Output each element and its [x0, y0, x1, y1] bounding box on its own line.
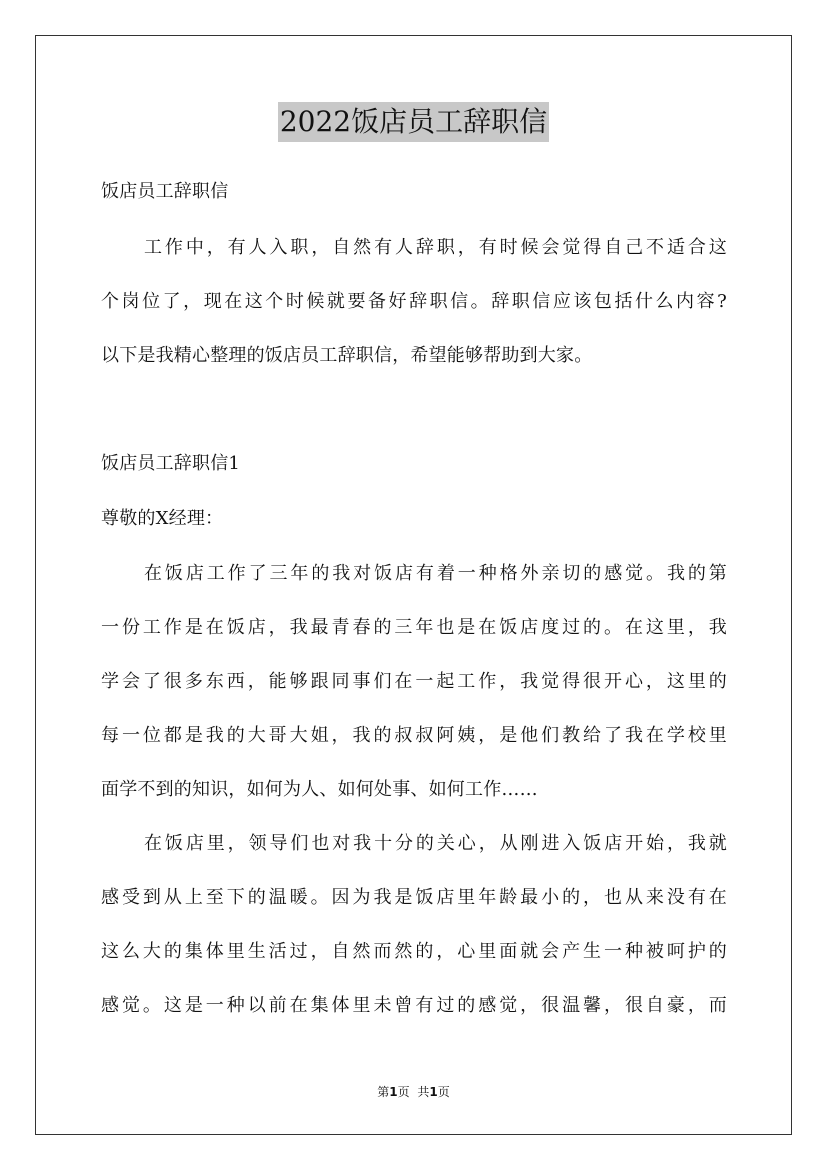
intro-line-3: 以下是我精心整理的饭店员工辞职信，希望能够帮助到大家。	[101, 345, 593, 366]
paragraph1-line-1: 在饭店工作了三年的我对饭店有着一种格外亲切的感觉。我的第	[144, 563, 727, 584]
title-container	[0, 102, 827, 142]
footer-total-prefix: 共	[417, 1085, 430, 1099]
paragraph1-line-4: 每一位都是我的大哥大姐，我的叔叔阿姨，是他们教给了我在学校里	[101, 725, 727, 746]
footer-prefix: 第	[377, 1085, 390, 1099]
paragraph1-line-3: 学会了很多东西，能够跟同事们在一起工作，我觉得很开心，这里的	[101, 671, 727, 692]
paragraph2-line-1: 在饭店里，领导们也对我十分的关心，从刚进入饭店开始，我就	[144, 833, 727, 854]
salutation: 尊敬的X经理：	[101, 508, 224, 529]
footer-page-suffix: 页	[397, 1085, 410, 1099]
footer-page-number: 1	[389, 1085, 398, 1099]
paragraph2-line-2: 感受到从上至下的温暖。因为我是饭店里年龄最小的，也从来没有在	[101, 887, 727, 908]
document-title: 2022饭店员工辞职信	[278, 102, 549, 142]
page-footer	[0, 1084, 827, 1100]
paragraph2-line-3: 这么大的集体里生活过，自然而然的，心里面就会产生一种被呵护的	[101, 941, 727, 962]
document-subtitle: 饭店员工辞职信	[101, 181, 229, 202]
paragraph1-line-2: 一份工作是在饭店，我最青春的三年也是在饭店度过的。在这里，我	[101, 617, 727, 638]
paragraph1-line-5: 面学不到的知识，如何为人、如何处事、如何工作……	[101, 779, 538, 800]
paragraph2-line-4: 感觉。这是一种以前在集体里未曾有过的感觉，很温馨，很自豪，而	[101, 995, 727, 1016]
footer-total-pages: 1	[429, 1085, 438, 1099]
footer-total-suffix: 页	[437, 1085, 450, 1099]
section-heading: 饭店员工辞职信1	[101, 453, 241, 474]
intro-line-1: 工作中，有人入职，自然有人辞职，有时候会觉得自己不适合这	[144, 237, 727, 258]
intro-line-2: 个岗位了，现在这个时候就要备好辞职信。辞职信应该包括什么内容?	[101, 291, 727, 312]
